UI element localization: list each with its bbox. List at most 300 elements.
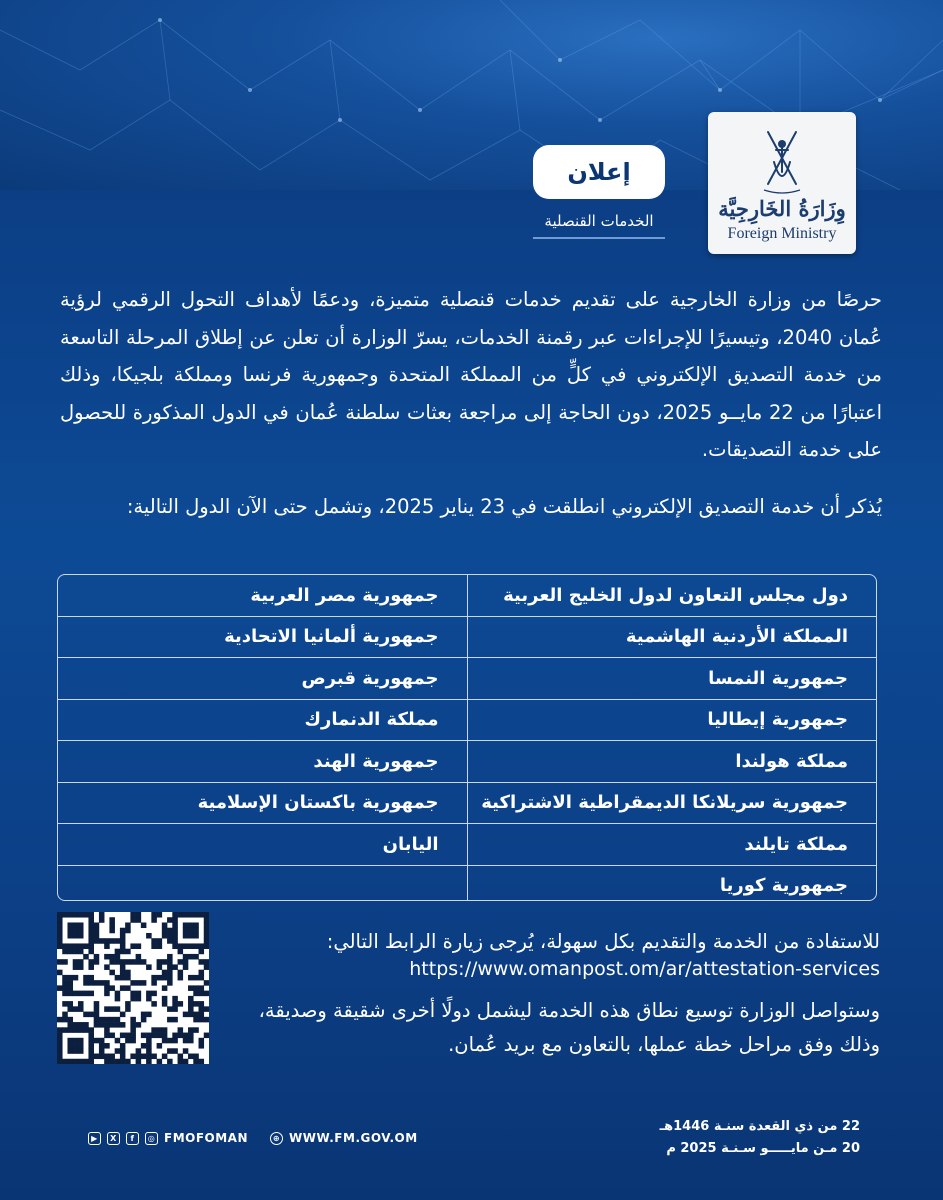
- qr-module: [162, 1033, 168, 1039]
- qr-module: [104, 943, 110, 949]
- qr-module: [104, 938, 110, 944]
- qr-module: [62, 1001, 68, 1007]
- qr-module: [204, 943, 209, 949]
- qr-module: [146, 1033, 152, 1039]
- qr-module: [162, 985, 168, 991]
- social-handle[interactable]: FMOFOMAN: [164, 1131, 249, 1145]
- qr-module: [94, 1022, 100, 1028]
- qr-module: [104, 985, 110, 991]
- qr-module: [178, 975, 184, 981]
- qr-module: [57, 917, 63, 923]
- qr-module: [172, 996, 178, 1002]
- qr-module: [88, 922, 94, 928]
- qr-module: [204, 959, 209, 965]
- qr-module: [99, 1017, 105, 1023]
- qr-module: [94, 1017, 100, 1023]
- qr-module: [130, 1038, 136, 1044]
- qr-module: [83, 980, 89, 986]
- table-row: [58, 699, 876, 741]
- qr-module: [104, 1059, 110, 1064]
- qr-module: [109, 938, 115, 944]
- qr-module: [199, 1059, 205, 1064]
- qr-module: [109, 917, 115, 923]
- qr-module: [73, 991, 79, 997]
- qr-module: [125, 928, 131, 934]
- qr-module: [178, 970, 184, 976]
- ministry-name-arabic: وِزَارَةُ الخَارِجِيَّة: [718, 196, 846, 221]
- qr-module: [88, 975, 94, 981]
- qr-module: [115, 1048, 121, 1054]
- qr-module: [99, 980, 105, 986]
- qr-module: [141, 1012, 147, 1018]
- qr-module: [193, 1017, 199, 1023]
- country-cell: دول مجلس التعاون لدول الخليج العربية: [503, 584, 848, 606]
- qr-module: [199, 975, 205, 981]
- qr-module: [94, 1054, 100, 1060]
- qr-module: [167, 1059, 173, 1064]
- qr-module: [178, 943, 184, 949]
- qr-module: [88, 959, 94, 965]
- table-row: [58, 865, 876, 901]
- qr-module: [146, 1048, 152, 1054]
- qr-module: [188, 1001, 194, 1007]
- qr-module: [88, 943, 94, 949]
- qr-module: [204, 933, 209, 939]
- qr-module: [78, 1022, 84, 1028]
- qr-module: [120, 933, 126, 939]
- qr-module: [167, 959, 173, 965]
- countries-table: [57, 574, 877, 901]
- qr-module: [67, 1059, 73, 1064]
- globe-icon: ⊕: [270, 1132, 283, 1145]
- qr-module: [204, 991, 209, 997]
- qr-module: [88, 1012, 94, 1018]
- qr-module: [57, 1038, 63, 1044]
- qr-module: [99, 1038, 105, 1044]
- table-row: [58, 824, 876, 866]
- qr-module: [141, 1017, 147, 1023]
- qr-module: [109, 928, 115, 934]
- qr-module: [125, 1033, 131, 1039]
- x-icon[interactable]: X: [107, 1132, 120, 1145]
- qr-module: [136, 943, 142, 949]
- qr-module: [125, 985, 131, 991]
- qr-module: [183, 912, 189, 918]
- qr-module: [73, 964, 79, 970]
- qr-module: [94, 1012, 100, 1018]
- qr-module: [136, 917, 142, 923]
- qr-module: [199, 1012, 205, 1018]
- qr-module: [109, 959, 115, 965]
- qr-module: [109, 1006, 115, 1012]
- hijri-date: 22 من ذي القعدة سنـة 1446هـ: [659, 1119, 860, 1134]
- qr-module: [57, 922, 63, 928]
- qr-module: [94, 922, 100, 928]
- qr-module: [151, 912, 157, 918]
- qr-module: [57, 1043, 63, 1049]
- qr-module: [183, 1059, 189, 1064]
- qr-module: [204, 964, 209, 970]
- qr-module: [157, 959, 163, 965]
- intro-paragraph: حرصًا من وزارة الخارجية على تقديم خدمات قنصلية متميزة، ودعمًا لأهداف التحول الرقمي لرؤية عُمان 2040، وتيسيرًا للإجراءات عبر رقمنة الخدمات، يسرّ الوزارة أن تعلن عن إطلاق المرحلة التاسعة من خدمة التصديق الإلكتروني في كلٍّ من المملكة المتحدة وجمهورية فرنسا ومملكة بلجيكا، وذلك اعتبارًا من 22 مايــو 2025، دون الحاجة إلى مراجعة بعثات سلطنة عُمان في الدول المذكورة للحصول على خدمة التصديقات.: [60, 288, 882, 461]
- qr-module: [167, 928, 173, 934]
- qr-module: [130, 943, 136, 949]
- qr-module: [67, 1027, 73, 1033]
- qr-module: [204, 1006, 209, 1012]
- qr-module: [88, 1027, 94, 1033]
- qr-module: [115, 1038, 121, 1044]
- qr-module: [78, 949, 84, 955]
- qr-module: [94, 938, 100, 944]
- qr-module: [183, 928, 189, 934]
- qr-module: [120, 975, 126, 981]
- table-row: [58, 658, 876, 700]
- qr-module: [83, 975, 89, 981]
- qr-code-icon: [57, 912, 209, 1064]
- qr-module: [141, 1054, 147, 1060]
- qr-module: [73, 1027, 79, 1033]
- qr-module: [193, 1027, 199, 1033]
- qr-module: [104, 1017, 110, 1023]
- qr-module: [188, 1027, 194, 1033]
- qr-module: [83, 1012, 89, 1018]
- qr-module: [183, 954, 189, 960]
- qr-module: [62, 1059, 68, 1064]
- service-url-link[interactable]: https://www.omanpost.om/ar/attestation-services: [409, 958, 880, 980]
- qr-module: [88, 1038, 94, 1044]
- qr-module: [120, 1048, 126, 1054]
- qr-module: [73, 949, 79, 955]
- facebook-icon[interactable]: f: [126, 1132, 139, 1145]
- qr-module: [125, 1006, 131, 1012]
- qr-module: [178, 912, 184, 918]
- qr-module: [73, 933, 79, 939]
- qr-module: [57, 1027, 63, 1033]
- qr-module: [188, 943, 194, 949]
- qr-module: [115, 1017, 121, 1023]
- qr-module: [67, 943, 73, 949]
- qr-module: [178, 1001, 184, 1007]
- qr-module: [62, 1027, 68, 1033]
- qr-module: [183, 1038, 189, 1044]
- announcement-badge: إعلان: [533, 145, 665, 199]
- qr-module: [104, 1027, 110, 1033]
- qr-module: [136, 1022, 142, 1028]
- qr-module: [99, 1048, 105, 1054]
- qr-module: [178, 959, 184, 965]
- section-subtitle: الخدمات القنصلية: [533, 212, 665, 239]
- country-cell: جمهورية سريلانكا الديمقراطية الاشتراكية: [467, 782, 876, 824]
- qr-module: [183, 922, 189, 928]
- qr-module: [151, 943, 157, 949]
- qr-module: [78, 928, 84, 934]
- qr-module: [67, 933, 73, 939]
- qr-module: [199, 970, 205, 976]
- qr-module: [88, 964, 94, 970]
- qr-module: [151, 980, 157, 986]
- qr-module: [115, 1006, 121, 1012]
- qr-module: [199, 1001, 205, 1007]
- qr-module: [125, 970, 131, 976]
- qr-module: [204, 928, 209, 934]
- qr-module: [183, 1012, 189, 1018]
- instagram-icon[interactable]: ◎: [145, 1132, 158, 1145]
- qr-module: [57, 985, 63, 991]
- qr-module: [83, 1027, 89, 1033]
- qr-module: [67, 1038, 73, 1044]
- qr-module: [104, 964, 110, 970]
- country-cell: جمهورية إيطاليا: [467, 699, 876, 741]
- qr-module: [136, 991, 142, 997]
- qr-module: [172, 964, 178, 970]
- qr-module: [125, 1038, 131, 1044]
- oman-emblem-icon: [754, 126, 810, 196]
- qr-module: [83, 943, 89, 949]
- qr-module: [88, 928, 94, 934]
- qr-module: [188, 985, 194, 991]
- qr-module: [109, 954, 115, 960]
- qr-module: [130, 980, 136, 986]
- qr-module: [130, 959, 136, 965]
- qr-module: [136, 954, 142, 960]
- qr-module: [162, 1027, 168, 1033]
- qr-module: [73, 1043, 79, 1049]
- qr-module: [62, 1012, 68, 1018]
- qr-module: [141, 922, 147, 928]
- qr-module: [172, 928, 178, 934]
- qr-module: [146, 1038, 152, 1044]
- qr-module: [193, 1001, 199, 1007]
- qr-module: [57, 928, 63, 934]
- qr-module: [94, 1038, 100, 1044]
- qr-module: [157, 1027, 163, 1033]
- qr-module: [130, 917, 136, 923]
- qr-module: [167, 980, 173, 986]
- qr-module: [125, 959, 131, 965]
- qr-module: [136, 959, 142, 965]
- qr-module: [204, 1033, 209, 1039]
- qr-module: [162, 996, 168, 1002]
- ministry-logo: [708, 112, 856, 254]
- country-cell: جمهورية الهند: [58, 741, 467, 783]
- qr-module: [67, 1006, 73, 1012]
- qr-module: [120, 964, 126, 970]
- qr-module: [146, 1012, 152, 1018]
- qr-module: [162, 1054, 168, 1060]
- qr-module: [78, 964, 84, 970]
- qr-module: [136, 980, 142, 986]
- qr-module: [94, 928, 100, 934]
- qr-module: [73, 943, 79, 949]
- qr-module: [188, 975, 194, 981]
- qr-module: [99, 917, 105, 923]
- qr-module: [94, 959, 100, 965]
- qr-module: [204, 938, 209, 944]
- qr-module: [157, 912, 163, 918]
- qr-module: [204, 917, 209, 923]
- qr-module: [115, 954, 121, 960]
- qr-module: [167, 1006, 173, 1012]
- qr-module: [167, 938, 173, 944]
- qr-module: [136, 1054, 142, 1060]
- qr-module: [78, 1048, 84, 1054]
- qr-module: [199, 985, 205, 991]
- qr-module: [57, 1048, 63, 1054]
- qr-module: [125, 922, 131, 928]
- qr-module: [141, 959, 147, 965]
- country-cell: جمهورية كوريا: [467, 865, 876, 901]
- qr-module: [62, 980, 68, 986]
- qr-module: [188, 1006, 194, 1012]
- qr-module: [183, 964, 189, 970]
- qr-module: [109, 1059, 115, 1064]
- qr-module: [193, 1059, 199, 1064]
- youtube-icon[interactable]: ▶: [88, 1132, 101, 1145]
- qr-module: [204, 980, 209, 986]
- qr-module: [172, 917, 178, 923]
- qr-module: [115, 975, 121, 981]
- qr-module: [99, 912, 105, 918]
- qr-module: [67, 1017, 73, 1023]
- qr-module: [199, 1043, 205, 1049]
- qr-module: [88, 912, 94, 918]
- qr-module: [99, 1043, 105, 1049]
- qr-module: [125, 1059, 131, 1064]
- qr-module: [109, 1022, 115, 1028]
- qr-module: [130, 996, 136, 1002]
- qr-module: [193, 954, 199, 960]
- qr-module: [67, 975, 73, 981]
- qr-module: [104, 1022, 110, 1028]
- qr-module: [88, 938, 94, 944]
- qr-module: [115, 949, 121, 955]
- qr-module: [73, 1048, 79, 1054]
- qr-module: [67, 1048, 73, 1054]
- qr-module: [193, 933, 199, 939]
- qr-module: [204, 1017, 209, 1023]
- qr-module: [120, 985, 126, 991]
- qr-module: [188, 912, 194, 918]
- qr-module: [88, 1054, 94, 1060]
- qr-module: [146, 1059, 152, 1064]
- qr-module: [199, 943, 205, 949]
- qr-module: [130, 912, 136, 918]
- qr-module: [157, 964, 163, 970]
- qr-module: [94, 980, 100, 986]
- qr-module: [115, 959, 121, 965]
- qr-module: [57, 938, 63, 944]
- qr-module: [193, 991, 199, 997]
- qr-module: [94, 954, 100, 960]
- qr-module: [178, 1054, 184, 1060]
- qr-module: [94, 1001, 100, 1007]
- qr-module: [109, 922, 115, 928]
- qr-code[interactable]: [57, 912, 209, 1064]
- qr-module: [120, 943, 126, 949]
- qr-module: [157, 975, 163, 981]
- launch-paragraph: يُذكر أن خدمة التصديق الإلكتروني انطلقت في 23 يناير 2025، وتشمل حتى الآن الدول التالية:: [126, 495, 882, 518]
- qr-module: [120, 1012, 126, 1018]
- qr-module: [67, 922, 73, 928]
- qr-module: [193, 928, 199, 934]
- qr-module: [157, 1043, 163, 1049]
- qr-module: [183, 1033, 189, 1039]
- qr-module: [178, 949, 184, 955]
- qr-module: [57, 1017, 63, 1023]
- qr-module: [73, 912, 79, 918]
- qr-module: [157, 943, 163, 949]
- footer-social: [88, 1131, 418, 1145]
- qr-module: [62, 959, 68, 965]
- qr-module: [172, 1001, 178, 1007]
- qr-module: [151, 1054, 157, 1060]
- qr-module: [109, 1054, 115, 1060]
- qr-module: [167, 970, 173, 976]
- country-cell: جمهورية ألمانيا الاتحادية: [58, 616, 467, 658]
- table-row: [58, 575, 876, 616]
- country-cell: مملكة هولندا: [467, 741, 876, 783]
- country-cell: مملكة تايلند: [467, 824, 876, 866]
- qr-module: [130, 1033, 136, 1039]
- qr-module: [178, 1027, 184, 1033]
- qr-module: [162, 928, 168, 934]
- qr-module: [172, 1017, 178, 1023]
- qr-module: [188, 1038, 194, 1044]
- qr-module: [178, 1033, 184, 1039]
- qr-module: [120, 949, 126, 955]
- qr-module: [62, 1017, 68, 1023]
- qr-module: [57, 1033, 63, 1039]
- qr-module: [109, 970, 115, 976]
- qr-module: [78, 1006, 84, 1012]
- qr-module: [188, 928, 194, 934]
- qr-module: [104, 1033, 110, 1039]
- qr-module: [78, 1043, 84, 1049]
- website-link[interactable]: WWW.FM.GOV.OM: [289, 1131, 418, 1145]
- qr-module: [193, 1012, 199, 1018]
- gregorian-date: 20 مـن مايـــــو سـنـة 2025 م: [666, 1141, 860, 1156]
- qr-module: [167, 954, 173, 960]
- qr-module: [183, 933, 189, 939]
- qr-module: [141, 980, 147, 986]
- qr-module: [57, 912, 63, 918]
- qr-module: [125, 949, 131, 955]
- qr-module: [172, 1048, 178, 1054]
- qr-module: [88, 980, 94, 986]
- qr-module: [151, 991, 157, 997]
- qr-module: [167, 1048, 173, 1054]
- qr-module: [88, 917, 94, 923]
- country-cell: جمهورية باكستان الإسلامية: [58, 782, 467, 824]
- qr-module: [67, 1022, 73, 1028]
- qr-module: [73, 928, 79, 934]
- qr-module: [62, 975, 68, 981]
- qr-module: [136, 912, 142, 918]
- qr-module: [120, 1054, 126, 1060]
- qr-module: [67, 980, 73, 986]
- qr-module: [172, 922, 178, 928]
- qr-module: [62, 985, 68, 991]
- qr-module: [73, 975, 79, 981]
- country-cell: المملكة الأردنية الهاشمية: [467, 616, 876, 658]
- qr-module: [172, 943, 178, 949]
- qr-module: [188, 922, 194, 928]
- qr-module: [199, 949, 205, 955]
- qr-module: [67, 1001, 73, 1007]
- qr-module: [104, 1054, 110, 1060]
- qr-module: [172, 1033, 178, 1039]
- qr-module: [57, 933, 63, 939]
